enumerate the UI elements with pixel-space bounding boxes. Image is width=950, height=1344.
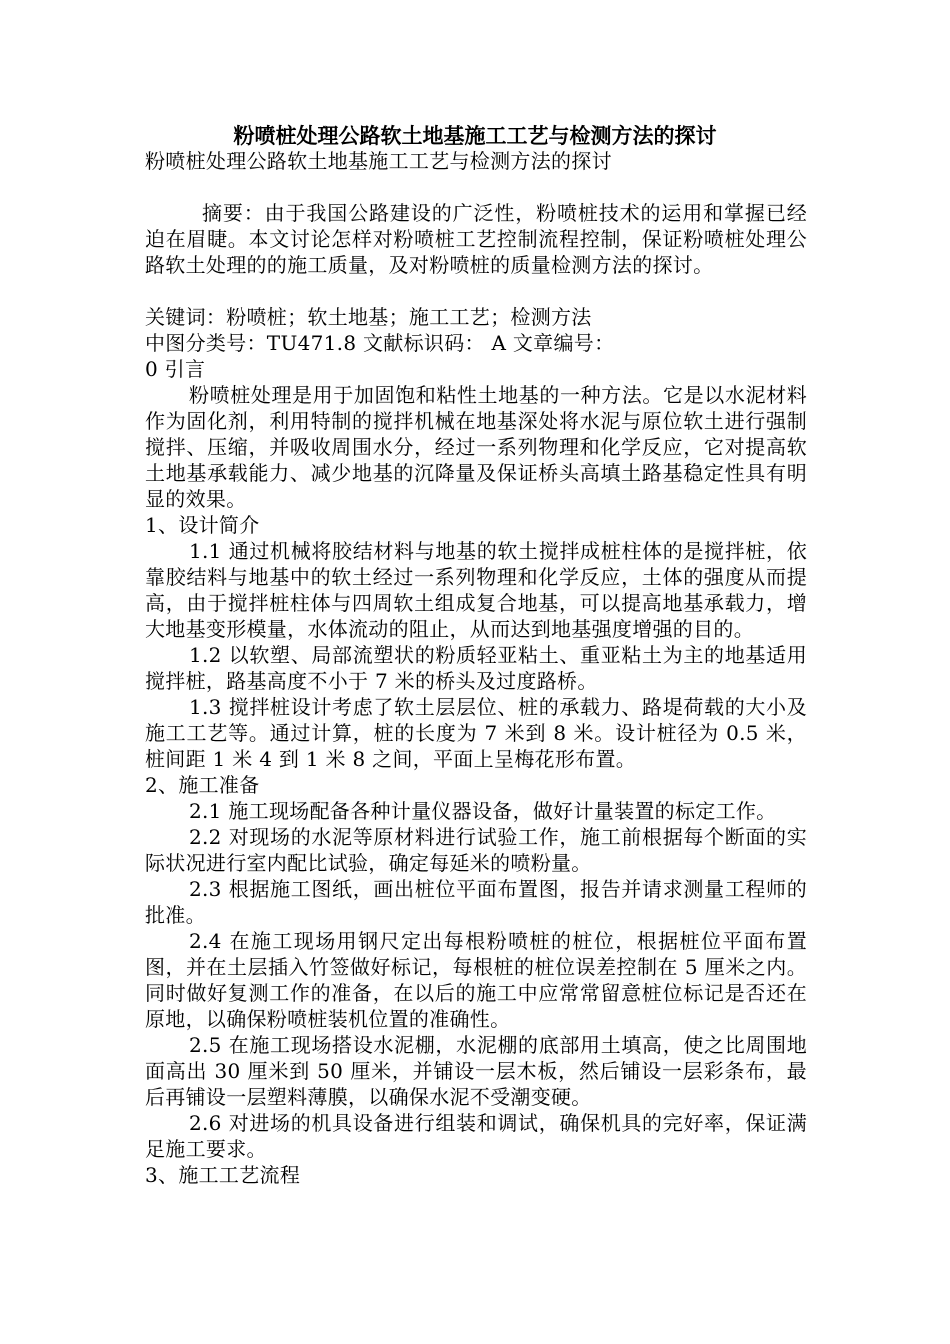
section-2-item: 2.5 在施工现场搭设水泥棚，水泥棚的底部用土填高，使之比周围地面高出 30 厘米到 50 厘米，并铺设一层木板，然后铺设一层彩条布，最后再铺设一层塑料薄膜，以确保水泥不受潮变硬。 [145, 1033, 807, 1109]
section-1-heading: 1、设计简介 [145, 513, 260, 537]
section-1-item: 1.1 通过机械将胶结材料与地基的软土搅拌成桩柱体的是搅拌桩，依靠胶结料与地基中的软土经过一系列物理和化学反应，土体的强度从而提高，由于搅拌桩柱体与四周软土组成复合地基，可以提高地基承载力，增大地基变形模量，水体流动的阻止，从而达到地基强度增强的目的。 [145, 539, 807, 641]
document-title: 粉喷桩处理公路软土地基施工工艺与检测方法的探讨 [233, 124, 717, 148]
section-2-item: 2.6 对进场的机具设备进行组装和调试，确保机具的完好率，保证满足施工要求。 [145, 1111, 807, 1161]
abstract-paragraph: 摘要：由于我国公路建设的广泛性，粉喷桩技术的运用和掌握已经迫在眉睫。本文讨论怎样对粉喷桩工艺控制流程控制，保证粉喷桩处理公路软土处理的的施工质量，及对粉喷桩的质量检测方法的探讨。 [145, 201, 807, 277]
section-2-heading: 2、施工准备 [145, 773, 260, 797]
document-body [145, 148, 807, 1188]
spacer [145, 278, 807, 304]
section-3-heading: 3、施工工艺流程 [145, 1163, 301, 1187]
keywords-line: 关键词：粉喷桩；软土地基；施工工艺；检测方法 [145, 305, 592, 329]
document-subtitle: 粉喷桩处理公路软土地基施工工艺与检测方法的探讨 [145, 149, 612, 173]
intro-heading: 0 引言 [145, 357, 206, 381]
section-1-item: 1.3 搅拌桩设计考虑了软土层层位、桩的承载力、路堤荷载的大小及施工工艺等。通过计算，桩的长度为 7 米到 8 米。设计桩径为 0.5 米，桩间距 1 米 4 到 1 米 8 之间，平面上呈梅花形布置。 [145, 695, 807, 771]
intro-paragraph: 粉喷桩处理是用于加固饱和粘性土地基的一种方法。它是以水泥材料作为固化剂，利用特制的搅拌机械在地基深处将水泥与原位软土进行强制搅拌、压缩，并吸收周围水分，经过一系列物理和化学反应，它对提高软土地基承载能力、减少地基的沉降量及保证桥头高填土路基稳定性具有明显的效果。 [145, 383, 807, 511]
section-2-item: 2.4 在施工现场用钢尺定出每根粉喷桩的桩位，根据桩位平面布置图，并在土层插入竹签做好标记，每根桩的桩位误差控制在 5 厘米之内。同时做好复测工作的准备，在以后的施工中应常常留意桩位标记是否还在原地，以确保粉喷桩装机位置的准确性。 [145, 929, 807, 1031]
section-2-item: 2.1 施工现场配备各种计量仪器设备，做好计量装置的标定工作。 [189, 799, 777, 823]
section-2-item: 2.3 根据施工图纸，画出桩位平面布置图，报告并请求测量工程师的批准。 [145, 877, 807, 927]
section-1-item: 1.2 以软塑、局部流塑状的粉质轻亚粘土、重亚粘土为主的地基适用搅拌桩，路基高度不小于 7 米的桥头及过度路桥。 [145, 643, 807, 693]
section-2-item: 2.2 对现场的水泥等原材料进行试验工作，施工前根据每个断面的实际状况进行室内配比试验，确定每延米的喷粉量。 [145, 825, 807, 875]
spacer [145, 174, 807, 200]
classification-line: 中图分类号：TU471.8 文献标识码： A 文章编号： [145, 331, 615, 355]
